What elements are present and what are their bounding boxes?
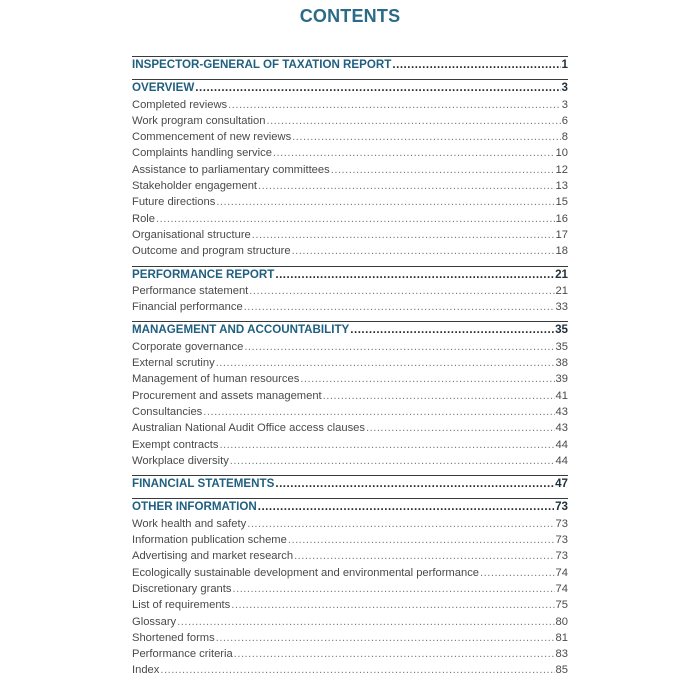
entry-label: Australian National Audit Office access clauses (132, 422, 365, 435)
section-heading: FINANCIAL STATEMENTS (132, 477, 275, 491)
entry-label: Role (132, 212, 156, 225)
page-title: CONTENTS (299, 6, 401, 26)
entry-label: Future directions (132, 196, 216, 209)
entry-label: Commencement of new reviews (132, 131, 292, 144)
entry-label: Advertising and market research (132, 550, 294, 563)
page-number: 74 (555, 582, 568, 595)
entry-label: Completed reviews (132, 98, 228, 111)
dot-leader (292, 129, 561, 145)
page-number: 85 (555, 664, 568, 677)
toc-section (132, 321, 568, 469)
toc-section (132, 79, 568, 259)
dot-leader (216, 355, 555, 371)
entry-label: Work program consultation (132, 114, 266, 127)
page-number: 44 (555, 454, 568, 467)
dot-leader (156, 211, 555, 227)
dot-leader (350, 322, 554, 338)
page-number: 73 (555, 500, 568, 514)
toc-entry-row[interactable] (132, 437, 568, 453)
page-number: 74 (555, 566, 568, 579)
page-number: 35 (555, 323, 568, 337)
dot-leader (203, 404, 554, 420)
toc-section (132, 266, 568, 316)
toc-entry-row[interactable] (132, 420, 568, 436)
page-number: 18 (555, 245, 568, 258)
page-number: 83 (555, 648, 568, 661)
entry-label: Workplace diversity (132, 454, 229, 467)
section-heading: OTHER INFORMATION (132, 500, 257, 514)
dot-leader (228, 97, 561, 113)
toc-entry-row[interactable] (132, 162, 568, 178)
dot-leader (273, 145, 555, 161)
dot-leader (288, 532, 555, 548)
toc-entry-row[interactable] (132, 339, 568, 355)
toc-section (132, 56, 568, 73)
entry-label: Organisational structure (132, 228, 251, 241)
toc-entry-row[interactable] (132, 145, 568, 161)
entry-label: Index (132, 664, 160, 677)
toc-heading-row[interactable] (132, 499, 568, 515)
page-number: 73 (555, 534, 568, 547)
entry-label: Procurement and assets management (132, 389, 322, 402)
entry-label: Ecologically sustainable development and environmental performance (132, 566, 480, 579)
toc-entry-row[interactable] (132, 614, 568, 630)
page-number: 3 (561, 81, 568, 95)
dot-leader (232, 581, 554, 597)
toc-entry-row[interactable] (132, 662, 568, 678)
toc-entry-row[interactable] (132, 194, 568, 210)
toc-entry-row[interactable] (132, 371, 568, 387)
dot-leader (216, 194, 554, 210)
dot-leader (480, 565, 555, 581)
entry-label: Consultancies (132, 405, 203, 418)
page-number: 44 (555, 438, 568, 451)
toc-entry-row[interactable] (132, 565, 568, 581)
toc-heading-row[interactable] (132, 322, 568, 338)
dot-leader (366, 420, 555, 436)
dot-leader (392, 57, 560, 73)
entry-label: Financial performance (132, 301, 243, 314)
dot-leader (300, 371, 554, 387)
page-number: 43 (555, 405, 568, 418)
page-number: 3 (561, 98, 568, 111)
toc-heading-row[interactable] (132, 57, 568, 73)
entry-label: Stakeholder engagement (132, 180, 258, 193)
toc-heading-row[interactable] (132, 476, 568, 492)
page-number: 6 (561, 114, 568, 127)
toc-entry-row[interactable] (132, 388, 568, 404)
dot-leader (252, 227, 555, 243)
toc-entry-row[interactable] (132, 404, 568, 420)
page-number: 1 (561, 58, 568, 71)
dot-leader (275, 476, 554, 492)
page-number: 73 (555, 550, 568, 563)
entry-label: Assistance to parliamentary committees (132, 163, 330, 176)
toc-heading-row[interactable] (132, 267, 568, 283)
dot-leader (195, 80, 560, 96)
dot-leader (249, 283, 554, 299)
entry-label: Discretionary grants (132, 582, 232, 595)
dot-leader (244, 339, 554, 355)
toc-entry-row[interactable] (132, 299, 568, 315)
page-number: 17 (555, 228, 568, 241)
dot-leader (160, 662, 554, 678)
entry-label: Outcome and program structure (132, 245, 291, 258)
dot-leader (177, 614, 554, 630)
page-number: 81 (555, 631, 568, 644)
dot-leader (230, 453, 555, 469)
dot-leader (258, 499, 554, 515)
page-number: 80 (555, 615, 568, 628)
toc-entry-row[interactable] (132, 646, 568, 662)
toc-entry-row[interactable] (132, 178, 568, 194)
section-heading: MANAGEMENT AND ACCOUNTABILITY (132, 323, 350, 337)
table-of-contents (132, 56, 568, 679)
toc-entry-row[interactable] (132, 355, 568, 371)
toc-entry-row[interactable] (132, 597, 568, 613)
page-number: 47 (555, 477, 568, 491)
page-number: 41 (555, 389, 568, 402)
dot-leader (234, 646, 555, 662)
page-number: 10 (555, 147, 568, 160)
toc-section (132, 475, 568, 492)
page-number: 35 (555, 340, 568, 353)
toc-entry-row[interactable] (132, 211, 568, 227)
entry-label: Work health and safety (132, 517, 247, 530)
dot-leader (258, 178, 555, 194)
dot-leader (323, 388, 555, 404)
section-heading: OVERVIEW (132, 81, 195, 95)
entry-label: Glossary (132, 615, 177, 628)
page-number: 33 (555, 301, 568, 314)
dot-leader (219, 437, 554, 453)
page-number: 73 (555, 517, 568, 530)
toc-entry-row[interactable] (132, 97, 568, 113)
entry-label: Corporate governance (132, 340, 244, 353)
toc-entry-row[interactable] (132, 532, 568, 548)
page-number: 15 (555, 196, 568, 209)
toc-entry-row[interactable] (132, 453, 568, 469)
entry-label: Performance statement (132, 284, 249, 297)
entry-label: Management of human resources (132, 373, 300, 386)
page-number: 16 (555, 212, 568, 225)
page-number: 39 (555, 373, 568, 386)
toc-entry-row[interactable] (132, 581, 568, 597)
toc-entry-row[interactable] (132, 243, 568, 259)
entry-label: External scrutiny (132, 357, 215, 370)
entry-label: Information publication scheme (132, 534, 287, 547)
dot-leader (244, 299, 555, 315)
entry-label: Exempt contracts (132, 438, 219, 451)
toc-entry-row[interactable] (132, 548, 568, 564)
toc-entry-row[interactable] (132, 129, 568, 145)
entry-label: Shortened forms (132, 631, 215, 644)
toc-entry-row[interactable] (132, 516, 568, 532)
page-number: 12 (555, 163, 568, 176)
dot-leader (294, 548, 554, 564)
toc-heading-row[interactable] (132, 80, 568, 96)
toc-entry-row[interactable] (132, 283, 568, 299)
section-heading: PERFORMANCE REPORT (132, 267, 275, 281)
page-number: 21 (555, 284, 568, 297)
entry-label: Performance criteria (132, 648, 233, 661)
page-number: 75 (555, 599, 568, 612)
entry-label: List of requirements (132, 599, 231, 612)
dot-leader (331, 162, 555, 178)
dot-leader (275, 267, 554, 283)
dot-leader (231, 597, 554, 613)
dot-leader (292, 243, 555, 259)
toc-entry-row[interactable] (132, 113, 568, 129)
toc-entry-row[interactable] (132, 227, 568, 243)
entry-label: Complaints handling service (132, 147, 272, 160)
section-heading: INSPECTOR-GENERAL OF TAXATION REPORT (132, 58, 392, 71)
page-number: 8 (561, 131, 568, 144)
dot-leader (216, 630, 555, 646)
toc-section (132, 498, 568, 678)
toc-entry-row[interactable] (132, 630, 568, 646)
page-number: 43 (555, 422, 568, 435)
page-number: 38 (555, 357, 568, 370)
page-number: 13 (555, 180, 568, 193)
page-number: 21 (555, 267, 568, 281)
dot-leader (266, 113, 560, 129)
dot-leader (247, 516, 554, 532)
